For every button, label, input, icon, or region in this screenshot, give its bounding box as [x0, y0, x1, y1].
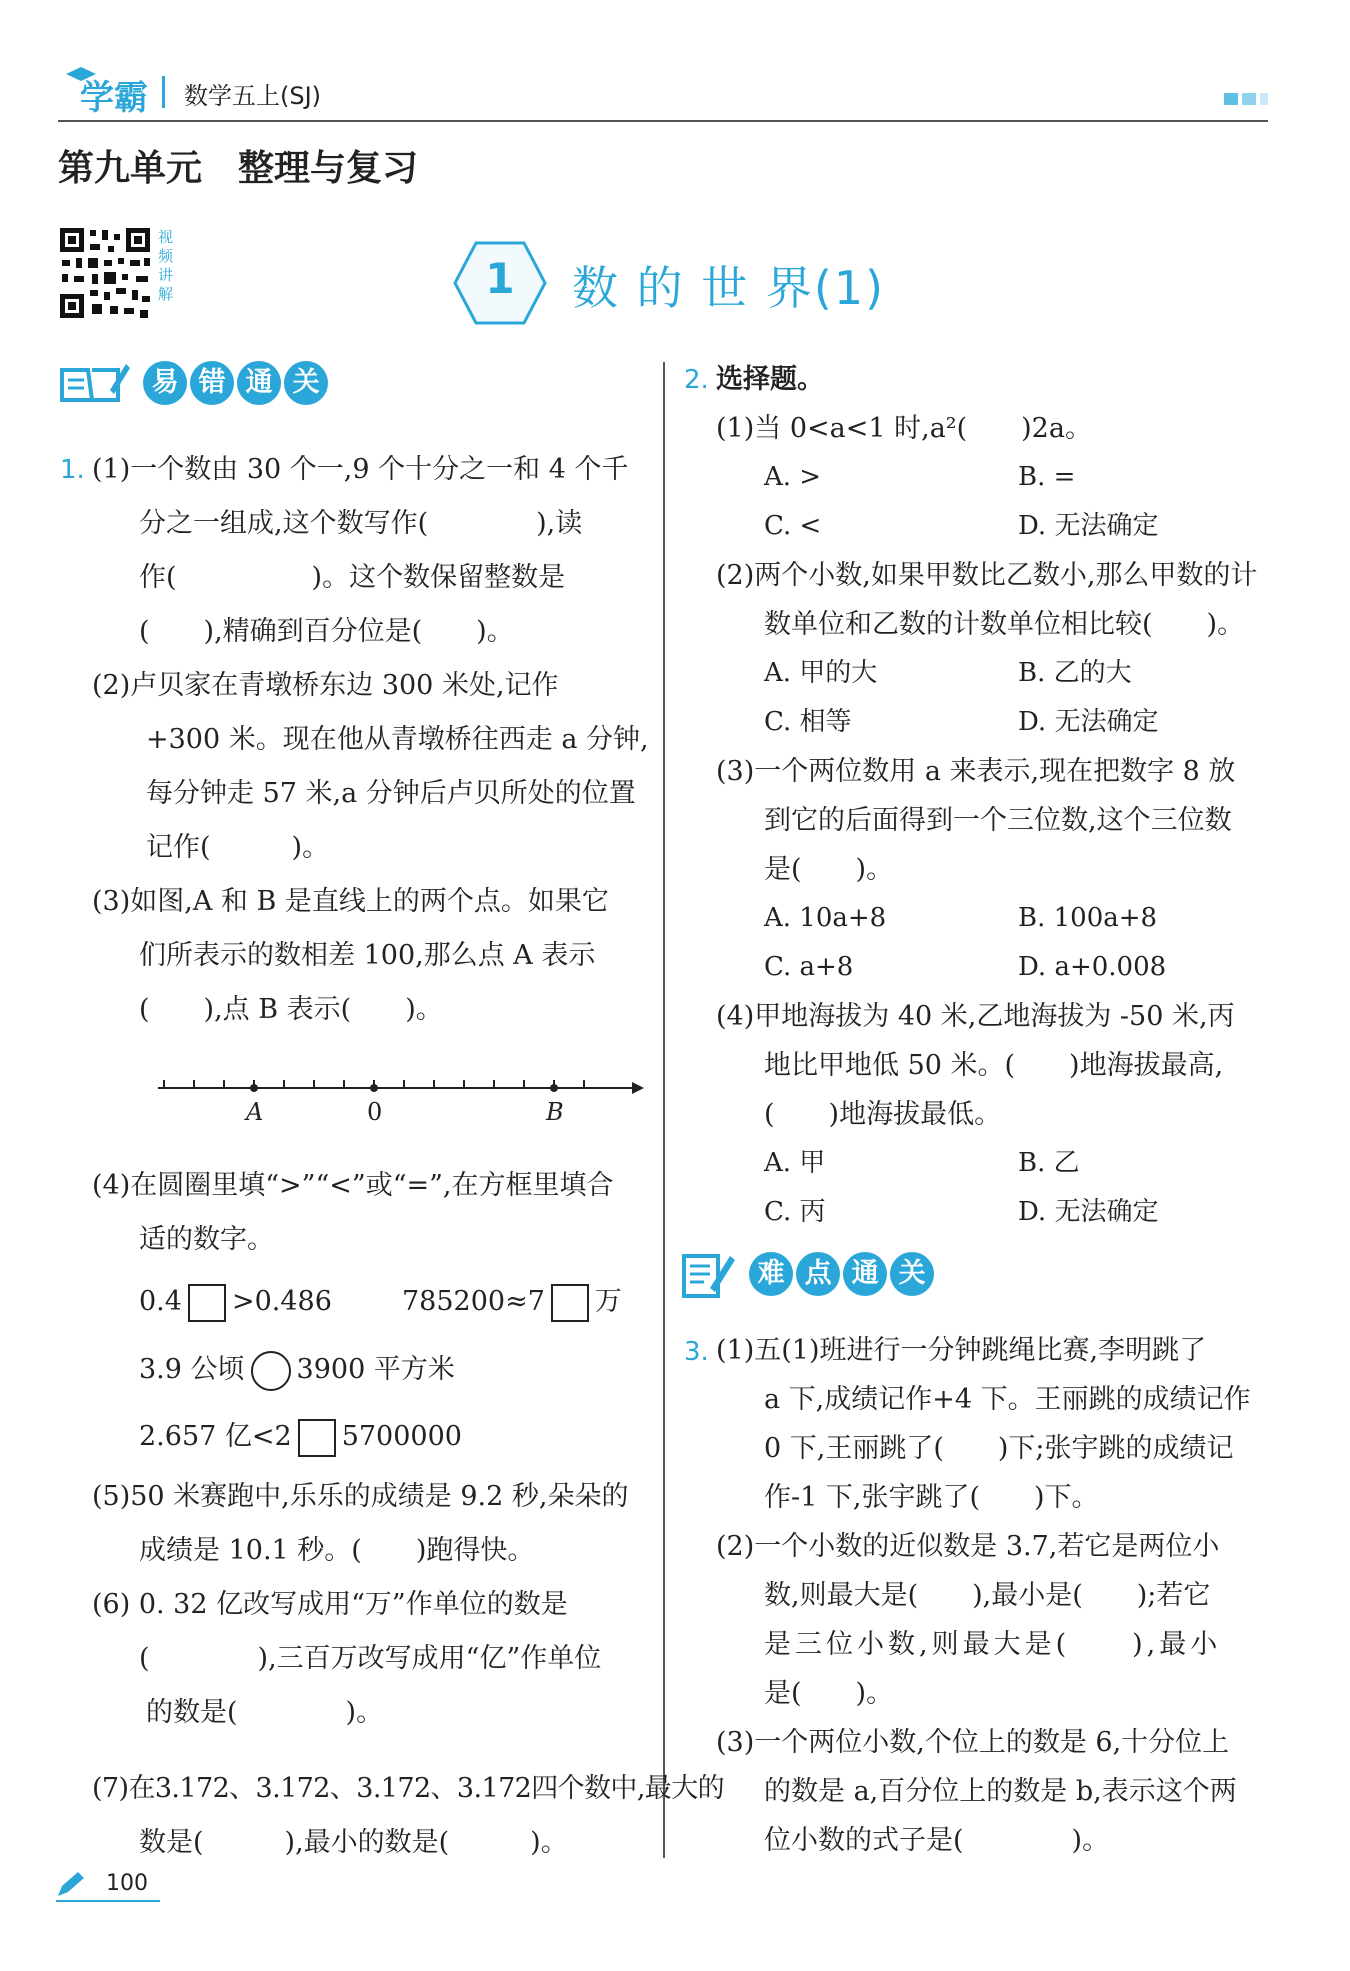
q3-line: 数,则最大是( ),最小是( );若它: [764, 1580, 1211, 1611]
book-pen-icon: [58, 360, 130, 412]
pencil-icon: [56, 1872, 86, 1902]
zero-label: 0: [367, 1098, 383, 1126]
q1-line: (4)在圆圈里填“>”“<”或“=”,在方框里填合: [92, 1170, 614, 1201]
q3-line: 作-1 下,张宇跳了( )下。: [764, 1482, 1099, 1513]
q3-line: 位小数的式子是( )。: [764, 1825, 1110, 1856]
q3-number: 3.: [684, 1337, 709, 1367]
notepad-pen-icon: [680, 1250, 736, 1304]
q2-stem: 是( )。: [764, 854, 894, 885]
q1-line: (2)卢贝家在青墩桥东边 300 米处,记作: [92, 670, 559, 701]
option[interactable]: B. 乙的大: [1018, 658, 1132, 688]
lesson-title: 数 的 世 界(1): [572, 261, 886, 315]
q1-line: (1)一个数由 30 个一,9 个十分之一和 4 个千: [92, 454, 629, 485]
brand-logo: 学霸: [80, 78, 148, 118]
section-hard-char: 点: [796, 1252, 840, 1296]
header: [58, 66, 1268, 122]
answer-circle[interactable]: [251, 1351, 291, 1391]
q1-line: (7)在3.172、3.172、3.172、3.172四个数中,最大的: [92, 1773, 725, 1804]
option[interactable]: D. a+0.008: [1018, 952, 1167, 982]
header-divider: [162, 76, 165, 108]
q1-line: 记作( )。: [146, 832, 330, 863]
q3-line: (1)五(1)班进行一分钟跳绳比赛,李明跳了: [716, 1335, 1207, 1366]
option[interactable]: B. 乙: [1018, 1148, 1080, 1178]
section-hard-char: 通: [843, 1252, 887, 1296]
lesson-number: 1: [485, 254, 515, 303]
number-line: [156, 1068, 646, 1128]
q1-line: 们所表示的数相差 100,那么点 A 表示: [139, 940, 596, 971]
q3-line: a 下,成绩记作+4 下。王丽跳的成绩记作: [764, 1384, 1251, 1415]
option[interactable]: D. 无法确定: [1018, 1197, 1159, 1227]
header-decoration: [1224, 90, 1268, 109]
q1-line: 适的数字。: [139, 1224, 274, 1255]
qr-code[interactable]: [58, 226, 152, 320]
q1-line: 分之一组成,这个数写作( ),读: [139, 508, 583, 539]
q1-line: (6) 0. 32 亿改写成用“万”作单位的数是: [92, 1589, 568, 1620]
point-b-label: B: [546, 1098, 564, 1126]
q3-line: (2)一个小数的近似数是 3.7,若它是两位小: [716, 1531, 1220, 1562]
q1-number: 1.: [60, 455, 85, 485]
fill-row: 2.657 亿<2 5700000: [139, 1410, 462, 1464]
q2-stem: (3)一个两位数用 a 来表示,现在把数字 8 放: [716, 756, 1236, 787]
q1-line: ( ),精确到百分位是( )。: [139, 616, 514, 647]
page-number: 100: [106, 1871, 148, 1896]
q1-line: 数是( ),最小的数是( )。: [139, 1827, 568, 1858]
q3-line: 是三位小数,则最大是( ),最小: [764, 1629, 1222, 1660]
option[interactable]: C. a+8: [764, 952, 854, 982]
lesson-badge: [452, 240, 548, 326]
q1-line: 每分钟走 57 米,a 分钟后卢贝所处的位置: [146, 778, 636, 809]
option[interactable]: A. 10a+8: [764, 903, 887, 933]
q2-number: 2.: [684, 365, 709, 395]
q3-line: 0 下,王丽跳了( )下;张宇跳的成绩记: [764, 1433, 1234, 1464]
fill-row: 785200≈7 万: [402, 1275, 622, 1329]
section-easy-char: 易: [143, 361, 187, 405]
section-hard-header: [680, 1250, 937, 1304]
unit-title: 第九单元 整理与复习: [58, 147, 419, 189]
qr-label: 视频讲解: [158, 228, 174, 303]
option[interactable]: C. 丙: [764, 1197, 826, 1227]
point-a-label: A: [246, 1098, 264, 1126]
q1-line: 作( )。这个数保留整数是: [139, 562, 566, 593]
section-easy-char: 通: [237, 361, 281, 405]
option[interactable]: B. =: [1018, 462, 1076, 492]
q2-stem: (4)甲地海拔为 40 米,乙地海拔为 -50 米,丙: [716, 1001, 1235, 1032]
q2-stem: 数单位和乙数的计数单位相比较( )。: [764, 609, 1245, 640]
graduation-cap-icon: [66, 66, 96, 80]
option[interactable]: D. 无法确定: [1018, 511, 1159, 541]
q2-title: 选择题。: [716, 364, 824, 395]
q2-stem: ( )地海拔最低。: [764, 1099, 1002, 1130]
section-easy-header: [58, 360, 331, 412]
section-easy-char: 错: [190, 361, 234, 405]
book-title: 数学五上(SJ): [184, 82, 322, 110]
answer-box[interactable]: [551, 1284, 589, 1322]
q3-line: 的数是 a,百分位上的数是 b,表示这个两: [764, 1776, 1237, 1807]
section-hard-char: 关: [890, 1252, 934, 1296]
section-easy-char: 关: [284, 361, 328, 405]
section-hard-char: 难: [749, 1252, 793, 1296]
q1-line: +300 米。现在他从青墩桥往西走 a 分钟,: [146, 724, 649, 755]
q1-line: 的数是( )。: [146, 1697, 384, 1728]
option[interactable]: C. 相等: [764, 707, 852, 737]
q2-stem: (2)两个小数,如果甲数比乙数小,那么甲数的计: [716, 560, 1258, 591]
q2-stem: 地比甲地低 50 米。( )地海拔最高,: [764, 1050, 1224, 1081]
q1-line: ( ),三百万改写成用“亿”作单位: [139, 1643, 602, 1674]
option[interactable]: B. 100a+8: [1018, 903, 1158, 933]
q1-line: (5)50 米赛跑中,乐乐的成绩是 9.2 秒,朵朵的: [92, 1481, 629, 1512]
q2-stem: 到它的后面得到一个三位数,这个三位数: [764, 805, 1232, 836]
answer-box[interactable]: [298, 1419, 336, 1457]
q2-stem: (1)当 0<a<1 时,a²( )2a。: [716, 413, 1092, 444]
fill-row: 0.4 >0.486: [139, 1275, 332, 1329]
option[interactable]: A. >: [764, 462, 822, 492]
q1-line: ( ),点 B 表示( )。: [139, 994, 443, 1025]
answer-box[interactable]: [188, 1284, 226, 1322]
footer: [56, 1870, 160, 1902]
option[interactable]: C. <: [764, 511, 822, 541]
fill-row: 3.9 公顷 3900 平方米: [139, 1343, 455, 1397]
q1-line: (3)如图,A 和 B 是直线上的两个点。如果它: [92, 886, 609, 917]
q3-line: 是( )。: [764, 1678, 894, 1709]
option[interactable]: A. 甲的大: [764, 658, 878, 688]
option[interactable]: D. 无法确定: [1018, 707, 1159, 737]
q1-line: 成绩是 10.1 秒。( )跑得快。: [139, 1535, 535, 1566]
option[interactable]: A. 甲: [764, 1148, 826, 1178]
column-divider: [663, 362, 665, 1858]
q3-line: (3)一个两位小数,个位上的数是 6,十分位上: [716, 1727, 1230, 1758]
